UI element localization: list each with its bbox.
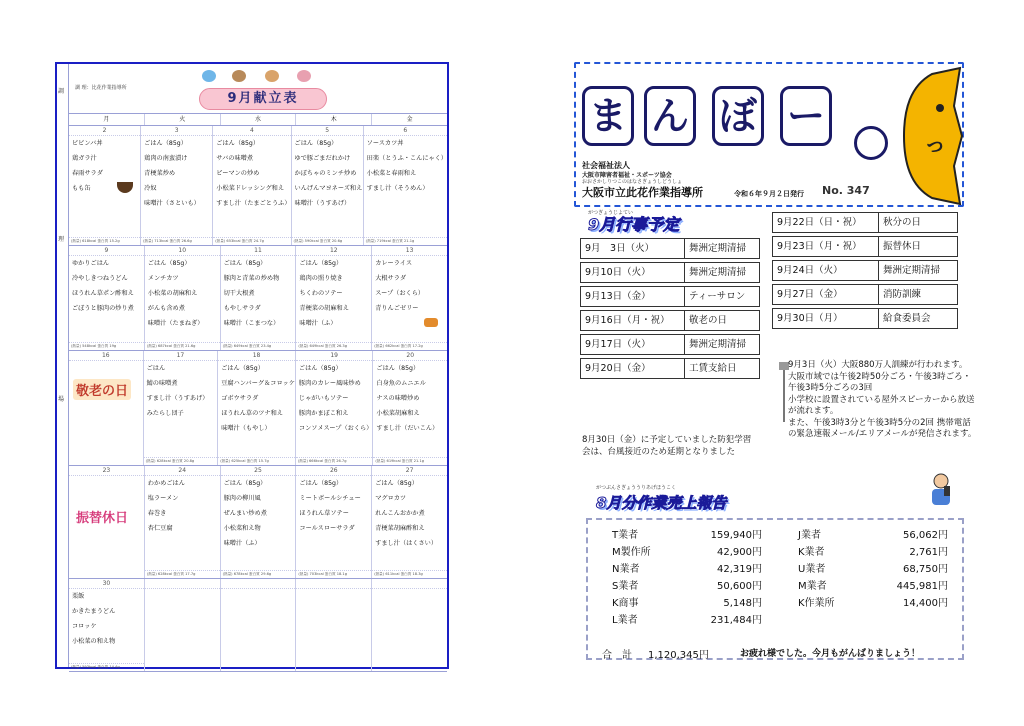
menu-day-cell [221, 466, 297, 578]
typhoon-note: 8月30日（金）に予定していました防犯学習会は、台風接近のため延期となりました [582, 435, 752, 457]
day-number: 19 [296, 351, 373, 361]
menu-dish: 味噌汁（こまつな） [223, 320, 280, 327]
sales-row [612, 613, 762, 629]
schedule-event: 振替休日 [883, 241, 922, 252]
menu-dish: 鶏肉の南蛮漬け [144, 155, 188, 162]
day-number: 13 [372, 246, 447, 256]
menu-dish: ゆで豚ごまだれかけ [294, 155, 351, 162]
menu-day-cell [69, 351, 144, 465]
day-number: 5 [292, 126, 363, 136]
menu-dish: サバの味噌煮 [216, 155, 254, 162]
menu-dish: ごはん（85g） [223, 260, 267, 267]
nutrition-info: (熱量) 593kcal 蛋白質 14.4g [69, 663, 144, 671]
sales-company: S業者 [612, 581, 639, 592]
menu-dish: ピーマンの炒め [216, 170, 260, 177]
menu-day-cell [373, 351, 447, 465]
evac-line: 9月3日（火）大阪880万人訓練が行われます。 [788, 360, 968, 370]
sales-company: N業者 [612, 564, 640, 575]
menu-day-cell [372, 579, 447, 671]
menu-dish: ミートボールシチュー [299, 495, 361, 502]
menu-dish: すまし汁（たまごとうふ） [216, 200, 291, 207]
menu-dish: 豚肉かまぼこ和え [298, 410, 349, 417]
menu-dish: じゃがいもソテー [298, 395, 349, 402]
newsletter-page [574, 62, 977, 662]
menu-dish: すまし汁（うすあげ） [146, 395, 209, 402]
sales-company: L業者 [612, 615, 638, 626]
title-char: ま [582, 86, 634, 146]
schedule-date: 9月27日（金） [773, 285, 879, 304]
nutrition-info: (熱量) 619kcal 蛋白質 21.1g [373, 457, 447, 465]
schedule-event: 工賃支給日 [689, 363, 737, 374]
menu-dish: 鶏ガラ汁 [72, 155, 97, 162]
schedule-date: 9月24日（火） [773, 261, 879, 280]
menu-dish: ゴボウサラダ [221, 395, 259, 402]
menu-dish: わかめごはん [147, 480, 185, 487]
menu-dish: がんも含め煮 [147, 305, 185, 312]
schedule-date: 9月22日（日・祝） [773, 213, 879, 232]
title-char: ん [644, 86, 696, 146]
menu-dish: 鯖の味噌煮 [146, 380, 178, 387]
menu-day-cell [69, 246, 145, 350]
schedule-furigana: がつぎょうじよてい [588, 210, 634, 216]
menu-dish: 豚肉の柳川風 [223, 495, 261, 502]
schedule-row [772, 308, 958, 329]
nutrition-info: (熱量) 618kcal 蛋白質 15.2g [69, 237, 140, 245]
nutrition-info: (熱量) 611kcal 蛋白質 18.3g [372, 570, 447, 578]
menu-dish: マグロカツ [375, 495, 407, 502]
day-number: 3 [141, 126, 212, 136]
menu-dish: すまし汁（そうめん） [366, 185, 429, 192]
schedule-row [772, 212, 958, 233]
sales-amount: 445,981円 [896, 581, 948, 592]
schedule-date: 9月16日（月・祝） [581, 311, 685, 330]
menu-dish: もも缶 [72, 185, 91, 192]
menu-dish: ナスの味噌炒め [376, 395, 420, 402]
menu-dish: 青りんごゼリー [375, 305, 419, 312]
evac-line: 大阪市域では午後2時50分ごろ・午後3時ごろ・午後3時5分ごろの3回 [788, 371, 972, 393]
schedule-row [772, 260, 958, 281]
sales-furigana: がつぶんさぎょううりあげほうこく [596, 485, 677, 491]
menu-page [55, 62, 449, 669]
sales-amount: 42,319円 [717, 564, 762, 575]
menu-day-cell [296, 466, 372, 578]
schedule-row [580, 358, 760, 379]
menu-dish: ほうれん草のツナ和え [221, 410, 283, 417]
side-label: 調 [58, 88, 65, 95]
menu-dish: みたらし団子 [146, 410, 184, 417]
day-number: 9 [69, 246, 144, 256]
menu-week-row [69, 351, 447, 466]
sales-row [612, 545, 762, 561]
sales-row [798, 562, 948, 578]
menu-dish: 大根サラダ [375, 275, 407, 282]
menu-dish: 味噌汁（もやし） [221, 425, 271, 432]
holiday-label: 敬老の日 [73, 379, 131, 400]
menu-dish: 豚肉と青菜の炒め物 [223, 275, 280, 282]
menu-day-cell [144, 351, 219, 465]
menu-dish: 田楽（とうふ・こんにゃく） [366, 155, 447, 162]
nutrition-info: (熱量) 628kcal 蛋白質 20.8g [144, 457, 218, 465]
sales-row [798, 596, 948, 612]
day-number: 16 [69, 351, 143, 361]
nutrition-info: (熱量) 666kcal 蛋白質 26.7g [296, 457, 373, 465]
day-number [145, 579, 220, 589]
schedule-date: 9月 3日（火） [581, 239, 685, 258]
weekday: 火 [145, 114, 221, 125]
menu-dish: コールスローサラダ [299, 525, 355, 532]
schedule-event: 舞洲定期清掃 [883, 265, 941, 276]
schedule-row [580, 310, 760, 331]
schedule-date: 9月10日（火） [581, 263, 685, 282]
nutrition-info: (熱量) 653kcal 蛋白質 24.7g [213, 237, 290, 245]
day-number: 6 [364, 126, 447, 136]
newsletter-header [574, 62, 964, 207]
org-furigana: おおさかしりつこのはなさぎょうしどうしょ [582, 179, 683, 185]
menu-dish: ちくわのソテー [299, 290, 343, 297]
menu-dish: ごはん（85g） [299, 260, 343, 267]
nutrition-info: (熱量) 719kcal 蛋白質 21.1g [364, 237, 447, 245]
menu-dish: 味噌汁（さといも） [144, 200, 200, 207]
schedule-date: 9月13日（金） [581, 287, 685, 306]
day-number: 2 [69, 126, 140, 136]
evac-line: また、午後3時3分と午後3時5分の2回 携帯電話の緊急速報メール/エリアメールが発信されます。 [788, 417, 977, 439]
org-line-3: 大阪市立此花作業指導所 [582, 186, 703, 199]
menu-dish: すまし汁（だいこん） [376, 425, 439, 432]
menu-dish: 味噌汁（ふ） [223, 540, 261, 547]
menu-dish: 小松菜和え物 [223, 525, 261, 532]
sales-company: K作業所 [798, 598, 835, 609]
menu-day-cell [296, 246, 372, 350]
menu-header [69, 64, 447, 114]
bird-icon [297, 70, 311, 82]
phone-person-icon [926, 472, 956, 506]
menu-dish: 味噌汁（たまねぎ） [147, 320, 204, 327]
menu-dish: ごはん [146, 365, 166, 372]
menu-title: 9月献立表 [199, 88, 327, 110]
sales-row [612, 596, 762, 612]
menu-day-cell [69, 126, 141, 245]
menu-dish: かぼちゃのミンチ炒め [294, 170, 357, 177]
menu-dish: ごはん（85g） [216, 140, 260, 147]
sales-amount: 56,062円 [903, 530, 948, 541]
side-label: 場 [58, 396, 65, 403]
schedule-row [580, 286, 760, 307]
day-number: 18 [218, 351, 295, 361]
nutrition-info: (熱量) 649kcal 蛋白質 26.3g [296, 342, 371, 350]
menu-dish: 青梗菜炒め [144, 170, 176, 177]
schedule-row [580, 262, 760, 283]
schedule-event: 秋分の日 [883, 217, 922, 228]
sales-row [798, 528, 948, 544]
sales-box [586, 518, 964, 660]
weekday: 水 [221, 114, 297, 125]
menu-week-row [69, 246, 447, 351]
menu-dish: 白身魚のムニエル [376, 380, 426, 387]
schedule-event: 敬老の日 [689, 315, 728, 326]
day-number [221, 579, 296, 589]
schedule-event: 消防訓練 [883, 289, 922, 300]
menu-dish: ごはん（85g） [294, 140, 338, 147]
sales-company: T業者 [612, 530, 639, 541]
day-number: 30 [69, 579, 144, 589]
evac-note [788, 360, 978, 441]
squirrel-icon [232, 70, 246, 82]
menu-dish: ごはん（85g） [221, 365, 264, 372]
sales-row [798, 545, 948, 561]
nutrition-info: (熱量) 703kcal 蛋白質 18.1g [296, 570, 371, 578]
menu-dish: すまし汁（はくさい） [375, 540, 438, 547]
evac-line: 小学校に設置されている屋外スピーカーから放送が流れます。 [788, 394, 975, 416]
schedule-date: 9月23日（月・祝） [773, 237, 879, 256]
menu-dish: 冷奴 [144, 185, 157, 192]
menu-grid [69, 114, 447, 667]
menu-dish: いんげんマヨネーズ和え [294, 185, 363, 192]
day-number: 26 [296, 466, 371, 476]
menu-dish: 青梗菜胡麻酢和え [375, 525, 425, 532]
nutrition-info: (熱量) 625kcal 蛋白質 15.7g [218, 457, 295, 465]
sales-company: U業者 [798, 564, 826, 575]
menu-week-row [69, 579, 447, 672]
holiday-label: 振替休日 [76, 511, 129, 526]
menu-dish: コンソメスープ（おくら） [298, 425, 373, 432]
menu-dish: ぜんまい炒め煮 [223, 510, 267, 517]
menu-day-cell [372, 466, 447, 578]
menu-dish: カレーライス [375, 260, 413, 267]
org-line-2: 大阪市障害者福祉・スポーツ協会 [582, 172, 672, 179]
menu-dish: ごはん（85g） [375, 480, 418, 487]
menu-dish: 味噌汁（ふ） [299, 320, 337, 327]
sales-company: M製作所 [612, 547, 651, 558]
nutrition-info: (熱量) 713kcal 蛋白質 26.6g [141, 237, 212, 245]
menu-dish: ビビンバ丼 [72, 140, 103, 147]
schedule-row [580, 238, 760, 259]
menu-dish: 冷やしきつねうどん [72, 275, 128, 282]
title-char: ぼ [712, 86, 764, 146]
day-number: 11 [221, 246, 296, 256]
menu-dish: 小松菜ドレッシング和え [216, 185, 285, 192]
sales-amount: 42,900円 [717, 547, 762, 558]
nutrition-info: (熱量) 687kcal 蛋白質 21.6g [145, 342, 220, 350]
menu-day-cell [145, 579, 221, 671]
thanks-message: お疲れ様でした。今月もがんばりましょう！ [740, 649, 921, 659]
menu-day-cell [141, 126, 213, 245]
menu-dish: ごはん（85g） [144, 140, 187, 147]
sales-amount: 231,484円 [710, 615, 762, 626]
menu-dish: 小松菜胡麻和え [376, 410, 420, 417]
menu-day-cell [145, 246, 221, 350]
menu-dish: 豆腐ハンバーグ＆コロッケ [221, 380, 295, 387]
day-number [372, 579, 447, 589]
day-number [296, 579, 371, 589]
schedule-event: 舞洲定期清掃 [689, 339, 747, 350]
day-number: 24 [145, 466, 220, 476]
nutrition-info: (熱量) 649kcal 蛋白質 23.4g [221, 342, 296, 350]
menu-dish: メンチカツ [147, 275, 179, 282]
schedule-date: 9月17日（火） [581, 335, 685, 354]
menu-dish: 小松菜の和え物 [72, 638, 116, 645]
schedule-row [772, 236, 958, 257]
menu-dish: ごはん（85g） [376, 365, 420, 372]
menu-dish: ソースカツ丼 [366, 140, 404, 147]
org-line-1: 社会福祉法人 [582, 161, 630, 170]
side-column [57, 64, 69, 667]
menu-day-cell [364, 126, 447, 245]
menu-day-cell [213, 126, 291, 245]
nutrition-info: (熱量) 678kcal 蛋白質 29.6g [221, 570, 296, 578]
menu-dish: 豚肉のカレー風味炒め [298, 380, 361, 387]
menu-day-cell [145, 466, 221, 578]
day-number: 27 [372, 466, 447, 476]
sales-amount: 5,148円 [723, 598, 762, 609]
issue-number: No. 347 [822, 184, 870, 197]
sales-amount: 50,600円 [717, 581, 762, 592]
fish-mark: っ [924, 133, 947, 158]
schedule-row [580, 334, 760, 355]
schedule-event: 舞洲定期清掃 [689, 243, 747, 254]
schedule-title: 9月行事予定 [588, 215, 680, 234]
menu-dish: ごはん（85g） [223, 480, 267, 487]
menu-dish: 杏仁豆腐 [147, 525, 173, 532]
issue-date: 令和６年９月２日発行 [734, 190, 804, 198]
menu-dish: もやしサラダ [223, 305, 261, 312]
menu-dish: ごはん（85g） [147, 260, 191, 267]
menu-day-cell [69, 466, 145, 578]
sales-amount: 14,400円 [903, 598, 948, 609]
menu-dish: 鶏肉の照り焼き [299, 275, 343, 282]
nutrition-info: (熱量) 548kcal 蛋白質 19g [69, 342, 144, 350]
schedule-date: 9月20日（金） [581, 359, 685, 378]
sales-row [798, 579, 948, 595]
sales-amount: 68,750円 [903, 564, 948, 575]
sales-title: 8月分作業売上報告 [596, 494, 727, 512]
sales-row [612, 528, 762, 544]
menu-dish: 春雨サラダ [72, 170, 103, 177]
menu-dish: 切干大根煮 [223, 290, 255, 297]
weekday: 月 [69, 114, 145, 125]
side-label: 理 [58, 236, 65, 243]
sales-row [612, 579, 762, 595]
day-number: 12 [296, 246, 371, 256]
day-number: 10 [145, 246, 220, 256]
day-number: 23 [69, 466, 144, 476]
squirrel-icon [265, 70, 279, 82]
menu-day-cell [221, 246, 297, 350]
menu-day-cell [296, 351, 374, 465]
menu-day-cell [69, 579, 145, 671]
menu-day-cell [292, 126, 364, 245]
sales-company: K商事 [612, 598, 639, 609]
menu-dish: 春巻き [147, 510, 167, 517]
menu-dish: 味噌汁（うすあげ） [294, 200, 351, 207]
menu-dish: ほうれん草ソテー [299, 510, 349, 517]
menu-dish: ごぼうと豚肉の炒り煮 [72, 305, 134, 312]
schedule-event: 舞洲定期清掃 [689, 267, 747, 278]
day-number: 25 [221, 466, 296, 476]
sales-amount: 2,761円 [909, 547, 948, 558]
day-number: 4 [213, 126, 290, 136]
title-circle [854, 126, 888, 160]
weekday: 金 [406, 116, 413, 123]
weekday-header [69, 114, 447, 126]
total-label: 合 計 [602, 650, 632, 661]
menu-week-row [69, 126, 447, 246]
menu-dish: 塩ラーメン [147, 495, 179, 502]
weekday: 木 [296, 114, 372, 125]
menu-day-cell [218, 351, 296, 465]
sales-amount: 159,940円 [710, 530, 762, 541]
schedule-date: 9月30日（月） [773, 309, 879, 328]
menu-dish: スープ（おくら） [375, 290, 425, 297]
menu-dish: ごはん（85g） [299, 480, 343, 487]
menu-day-cell [372, 246, 447, 350]
menu-dish: ほうれん草ポン酢和え [72, 290, 134, 297]
schedule-event: ティーサロン [689, 291, 746, 302]
sunfish-icon [902, 66, 964, 206]
nutrition-info: (熱量) 662kcal 蛋白質 17.2g [372, 342, 447, 350]
menu-dish: 青梗菜の胡麻和え [299, 305, 349, 312]
menu-day-cell [221, 579, 297, 671]
menu-dish: ゆかりごはん [72, 260, 110, 267]
schedule-event: 給食委員会 [883, 313, 931, 324]
menu-dish: 小松菜の胡麻和え [147, 290, 198, 297]
title-char: ー [780, 86, 832, 146]
curry-icon [424, 318, 438, 327]
menu-dish: ごはん（85g） [298, 365, 342, 372]
menu-dish: 栗飯 [72, 593, 85, 600]
sales-company: J業者 [798, 530, 821, 541]
bird-icon [202, 70, 216, 82]
sales-company: M業者 [798, 581, 827, 592]
total-value: 1,120,345円 [648, 650, 709, 661]
menu-dish: れんこんおかか煮 [375, 510, 425, 517]
nutrition-info: (熱量) 628kcal 蛋白質 17.7g [145, 570, 220, 578]
menu-day-cell [296, 579, 372, 671]
menu-org: 調 理：比花作業指導所 [75, 85, 127, 91]
menu-week-row [69, 466, 447, 579]
day-number: 20 [373, 351, 447, 361]
sales-row [612, 562, 762, 578]
menu-dish: コロッケ [72, 623, 97, 630]
day-number: 17 [144, 351, 218, 361]
sales-company: K業者 [798, 547, 825, 558]
menu-dish: かきたまうどん [72, 608, 116, 615]
nutrition-info: (熱量) 590kcal 蛋白質 20.6g [292, 237, 363, 245]
schedule-row [772, 284, 958, 305]
menu-dish: 小松菜と春雨和え [366, 170, 417, 177]
